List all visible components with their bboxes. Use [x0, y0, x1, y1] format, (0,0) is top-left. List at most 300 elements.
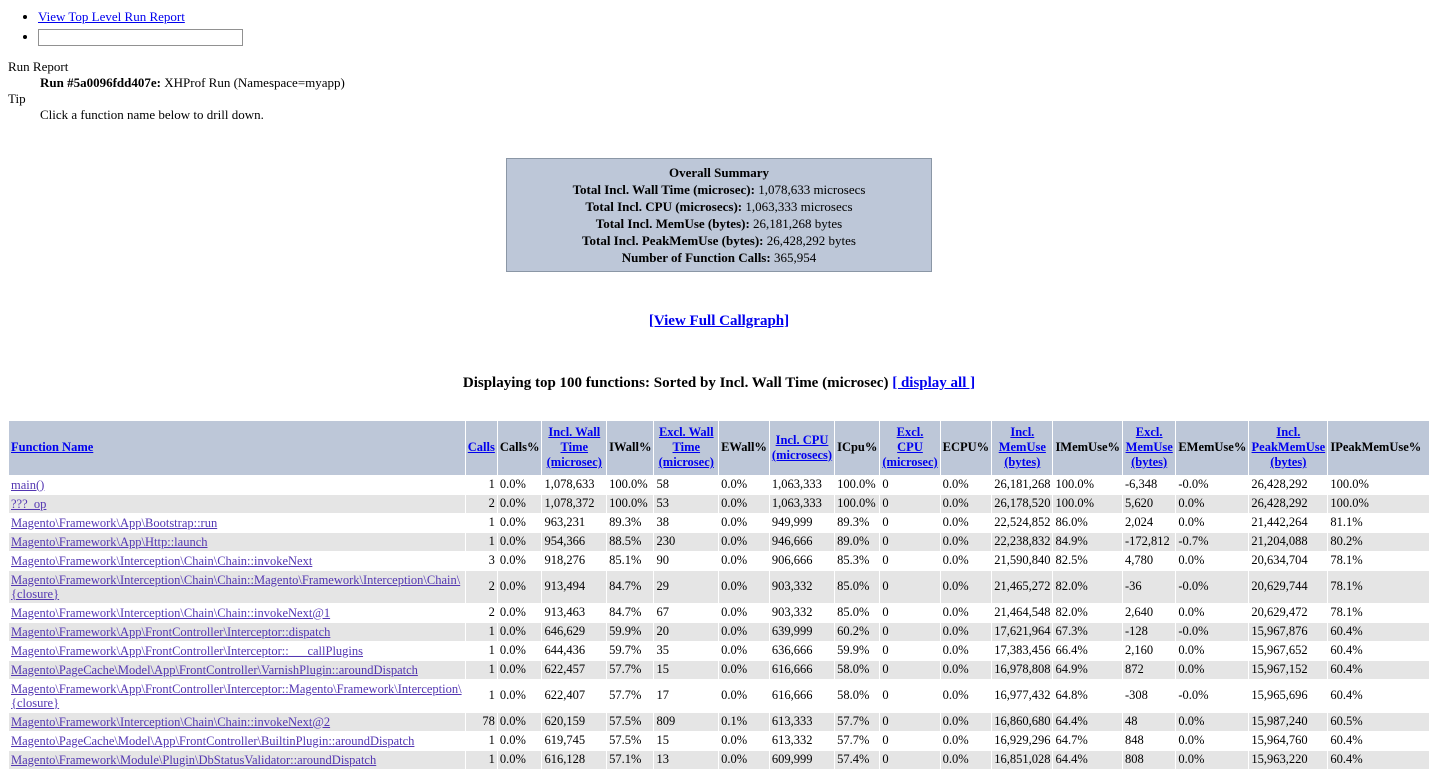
function-name-cell: [9, 623, 465, 641]
function-name-link[interactable]: Magento\Framework\App\FrontController\Interceptor::Magento\Framework\Interception\{closure}: [11, 681, 462, 710]
callgraph-line: [8, 313, 1430, 330]
function-row: [9, 495, 1429, 513]
stat-cell: 639,999: [770, 623, 834, 641]
function-row: [9, 604, 1429, 622]
stat-cell: 60.4%: [1328, 661, 1429, 679]
function-row: [9, 661, 1429, 679]
overall-summary-wrapper: [8, 158, 1430, 272]
stat-cell: 78.1%: [1330, 553, 1363, 567]
function-name-link[interactable]: Magento\PageCache\Model\App\FrontController\BuiltinPlugin::aroundDispatch: [11, 733, 415, 748]
stat-cell: 0.0%: [719, 495, 769, 513]
stat-cell: 0.0%: [499, 477, 526, 491]
stat-cell: 0.0%: [941, 623, 992, 641]
function-name-cell: [9, 680, 465, 712]
stat-cell: 913,494: [542, 571, 606, 603]
stat-cell: 15,967,152: [1249, 661, 1327, 679]
stat-cell: 0.0%: [721, 553, 748, 567]
stat-cell: 0: [882, 643, 889, 657]
function-name-cell: [9, 604, 465, 622]
column-header-incl-memuse-bytes: [992, 421, 1052, 475]
stat-cell: 0.0%: [942, 688, 969, 702]
stat-cell: 60.4%: [1328, 751, 1429, 769]
column-header-excl-wall-time-microsec: [654, 421, 718, 475]
top-nav-item: [38, 28, 1430, 46]
column-header-iwall: IWall%: [607, 421, 653, 475]
stat-cell: 0.0%: [942, 553, 969, 567]
stat-cell: 2: [488, 605, 495, 619]
stat-cell: 0: [880, 533, 939, 551]
stat-cell: 0.0%: [499, 605, 526, 619]
stat-cell: 21,590,840: [994, 553, 1051, 567]
functions-table-body: [9, 476, 1429, 769]
stat-cell: 13: [654, 751, 718, 769]
stat-cell: 16,851,028: [992, 751, 1052, 769]
functions-table: [8, 420, 1430, 770]
stat-cell: 0.0%: [1176, 751, 1248, 769]
function-name-link[interactable]: main(): [11, 477, 45, 492]
stat-cell: 100.0%: [609, 477, 648, 491]
stat-cell: 60.5%: [1328, 713, 1429, 731]
column-header-excl-cpu-microsec: [880, 421, 939, 475]
stat-cell: 85.0%: [835, 571, 879, 603]
stat-cell: 20: [654, 623, 718, 641]
summary-label: Number of Function Calls:: [621, 249, 771, 265]
function-name-cell: [9, 642, 465, 660]
function-name-cell: [9, 552, 465, 570]
stat-cell: 15,967,652: [1251, 643, 1308, 657]
stat-cell: 60.2%: [835, 623, 879, 641]
stat-cell: 64.4%: [1053, 751, 1122, 769]
stat-cell: 1: [466, 533, 497, 551]
function-name-cell: [9, 495, 465, 513]
functions-table-header-row: [9, 421, 1429, 475]
stat-cell: 0: [882, 553, 889, 567]
stat-cell: 58.0%: [835, 661, 879, 679]
function-row: [9, 514, 1429, 532]
stat-cell: 0.0%: [498, 495, 542, 513]
function-name-cell: [9, 476, 465, 494]
stat-cell: 57.5%: [609, 733, 642, 747]
stat-cell: 26,181,268: [994, 477, 1051, 491]
stat-cell: 1,063,333: [770, 495, 834, 513]
function-name-link[interactable]: Magento\PageCache\Model\App\FrontController\VarnishPlugin::aroundDispatch: [11, 662, 418, 677]
stat-cell: 0.0%: [941, 661, 992, 679]
stat-cell: -308: [1125, 688, 1148, 702]
stat-cell: 53: [654, 495, 718, 513]
display-all-link[interactable]: [ display all ]: [892, 374, 976, 391]
stat-cell: 848: [1125, 733, 1144, 747]
stat-cell: 16,860,680: [992, 713, 1052, 731]
stat-cell: 0: [882, 605, 889, 619]
stat-cell: -0.0%: [1178, 688, 1209, 702]
stat-cell: 0: [882, 477, 889, 491]
stat-cell: 644,436: [544, 643, 586, 657]
summary-row: [513, 249, 925, 266]
stat-cell: 89.3%: [837, 515, 870, 529]
stat-cell: 58.0%: [837, 688, 870, 702]
stat-cell: 0.1%: [719, 713, 769, 731]
stat-cell: 64.9%: [1053, 661, 1122, 679]
stat-cell: 946,666: [770, 533, 834, 551]
sort-link[interactable]: Excl. Wall Time (microsec): [658, 425, 714, 469]
summary-row: [513, 181, 925, 198]
stat-cell: 21,204,088: [1249, 533, 1327, 551]
stat-cell: 82.0%: [1055, 605, 1088, 619]
stat-cell: 4,780: [1125, 553, 1154, 567]
stat-cell: 15: [656, 733, 669, 747]
stat-cell: 57.1%: [607, 751, 653, 769]
column-header-excl-memuse-bytes: [1123, 421, 1175, 475]
stat-cell: 67: [656, 605, 669, 619]
sort-link[interactable]: Incl. PeakMemUse (bytes): [1251, 425, 1326, 469]
stat-cell: 0.0%: [942, 643, 969, 657]
stat-cell: 0.0%: [942, 515, 969, 529]
stat-cell: 84.9%: [1053, 533, 1122, 551]
stat-cell: 90: [656, 553, 669, 567]
stat-cell: 59.9%: [607, 623, 653, 641]
column-header-incl-cpu-microsecs: [770, 421, 834, 475]
stat-cell: 0.0%: [498, 751, 542, 769]
stat-cell: 0: [880, 495, 939, 513]
column-header-incl-wall-time-microsec: [542, 421, 606, 475]
function-row: [9, 552, 1429, 570]
stat-cell: 1: [488, 688, 495, 702]
stat-cell: 0.0%: [498, 533, 542, 551]
stat-cell: 0.0%: [941, 713, 992, 731]
stat-cell: 0.0%: [719, 751, 769, 769]
stat-cell: 230: [654, 533, 718, 551]
summary-row: [513, 232, 925, 249]
stat-cell: 1: [488, 733, 495, 747]
function-typeahead-input[interactable]: [38, 29, 243, 46]
column-header-ememuse: EMemUse%: [1176, 421, 1248, 475]
stat-cell: 0: [882, 515, 889, 529]
stat-cell: 0: [880, 623, 939, 641]
sort-link[interactable]: Incl. Wall Time (microsec): [546, 425, 602, 469]
function-name-cell: [9, 533, 465, 551]
stat-cell: 20,629,472: [1251, 605, 1308, 619]
run-description: XHProf Run (Namespace=myapp): [161, 74, 345, 90]
stat-cell: 15,964,760: [1251, 733, 1308, 747]
stat-cell: 0.0%: [721, 733, 748, 747]
stat-cell: -0.0%: [1178, 477, 1209, 491]
stat-cell: 57.4%: [835, 751, 879, 769]
stat-cell: 1,063,333: [771, 477, 822, 491]
stat-cell: 809: [654, 713, 718, 731]
column-header-icpu: ICpu%: [835, 421, 879, 475]
stat-cell: 85.3%: [837, 553, 870, 567]
stat-cell: 20,629,744: [1249, 571, 1327, 603]
stat-cell: 0.0%: [941, 751, 992, 769]
stat-cell: 0.0%: [1178, 515, 1205, 529]
stat-cell: 17: [656, 688, 669, 702]
stat-cell: 2,024: [1125, 515, 1154, 529]
stat-cell: -172,812: [1123, 533, 1175, 551]
stat-cell: 0.0%: [719, 623, 769, 641]
stat-cell: 57.7%: [837, 733, 870, 747]
stat-cell: 808: [1123, 751, 1175, 769]
column-header-function-name: [9, 421, 465, 475]
stat-cell: 64.7%: [1055, 733, 1088, 747]
summary-label: Total Incl. MemUse (bytes):: [595, 215, 750, 231]
stat-cell: 646,629: [542, 623, 606, 641]
stat-cell: 903,332: [771, 605, 813, 619]
sort-link[interactable]: Excl. CPU (microsec): [882, 425, 938, 469]
stat-cell: 57.5%: [607, 713, 653, 731]
stat-cell: 80.2%: [1328, 533, 1429, 551]
sort-link[interactable]: Calls: [467, 440, 495, 454]
stat-cell: 0.0%: [941, 533, 992, 551]
column-header-ewall: EWall%: [719, 421, 769, 475]
stat-cell: -36: [1123, 571, 1175, 603]
stat-cell: 903,332: [770, 571, 834, 603]
stat-cell: -0.0%: [1176, 571, 1248, 603]
stat-cell: 15,963,220: [1249, 751, 1327, 769]
stat-cell: 57.7%: [835, 713, 879, 731]
stat-cell: 16,978,808: [992, 661, 1052, 679]
functions-table-header: [9, 421, 1429, 475]
stat-cell: 85.1%: [609, 553, 642, 567]
stat-cell: 85.0%: [837, 605, 870, 619]
stat-cell: 60.4%: [1330, 733, 1363, 747]
stat-cell: 60.4%: [1330, 643, 1363, 657]
stat-cell: 86.0%: [1055, 515, 1088, 529]
stat-cell: 21,442,264: [1251, 515, 1308, 529]
stat-cell: 57.7%: [609, 688, 642, 702]
run-id: Run #5a0096fdd407e:: [40, 74, 161, 90]
stat-cell: 15,967,876: [1249, 623, 1327, 641]
function-row: [9, 623, 1429, 641]
function-name-cell: [9, 713, 465, 731]
stat-cell: 3: [488, 553, 495, 567]
stat-cell: 100.0%: [1330, 477, 1369, 491]
stat-cell: 1,078,633: [544, 477, 595, 491]
stat-cell: 1: [466, 751, 497, 769]
function-name-link[interactable]: Magento\Framework\Interception\Chain\Chain::invokeNext@1: [11, 605, 331, 620]
stat-cell: 0: [880, 713, 939, 731]
stat-cell: 78.1%: [1330, 605, 1363, 619]
stat-cell: 0.0%: [942, 477, 969, 491]
function-name-cell: [9, 661, 465, 679]
function-row: [9, 476, 1429, 494]
stat-cell: 0.0%: [721, 688, 748, 702]
stat-cell: 59.7%: [609, 643, 642, 657]
stat-cell: 620,159: [542, 713, 606, 731]
top-nav-item: [38, 8, 1430, 25]
stat-cell: 954,366: [542, 533, 606, 551]
stat-cell: 0.0%: [721, 477, 748, 491]
display-line: [8, 375, 1430, 392]
stat-cell: 15,965,696: [1251, 688, 1308, 702]
sort-link[interactable]: Incl. MemUse (bytes): [998, 425, 1046, 469]
stat-cell: 88.5%: [607, 533, 653, 551]
stat-cell: 1,078,372: [542, 495, 606, 513]
overall-summary-panel: [506, 158, 932, 272]
display-line-text: Displaying top 100 functions: Sorted by Incl. Wall Time (microsec): [462, 374, 893, 391]
stat-cell: 0.0%: [498, 661, 542, 679]
column-header-imemuse: IMemUse%: [1053, 421, 1122, 475]
function-name-link[interactable]: Magento\Framework\App\FrontController\Interceptor::dispatch: [11, 624, 331, 639]
function-row: [9, 571, 1429, 603]
stat-cell: 89.0%: [835, 533, 879, 551]
stat-cell: 0: [880, 571, 939, 603]
tip-text: Click a function name below to drill down.: [40, 106, 264, 122]
column-header-calls: [466, 421, 497, 475]
function-name-link[interactable]: Magento\Framework\Interception\Chain\Chain::invokeNext@2: [11, 714, 331, 729]
function-name-link[interactable]: Magento\Framework\App\FrontController\Interceptor::___callPlugins: [11, 643, 364, 658]
stat-cell: 613,333: [770, 713, 834, 731]
stat-cell: 82.5%: [1055, 553, 1088, 567]
stat-cell: 0.0%: [721, 605, 748, 619]
stat-cell: 2,640: [1125, 605, 1154, 619]
stat-cell: 0.0%: [1176, 713, 1248, 731]
summary-row: [513, 215, 925, 232]
stat-cell: 1: [488, 515, 495, 529]
function-name-link[interactable]: ???_op: [11, 496, 47, 511]
summary-value: 1,078,633 microsecs: [758, 181, 866, 197]
stat-cell: 84.7%: [609, 605, 642, 619]
stat-cell: 0.0%: [498, 571, 542, 603]
stat-cell: 26,178,520: [992, 495, 1052, 513]
stat-cell: 100.0%: [837, 477, 876, 491]
stat-cell: 0.0%: [499, 733, 526, 747]
stat-cell: 78: [466, 713, 497, 731]
stat-cell: -0.7%: [1176, 533, 1248, 551]
stat-cell: 66.4%: [1055, 643, 1088, 657]
stat-cell: 0.0%: [941, 571, 992, 603]
column-header-ipeakmemuse: IPeakMemUse%: [1328, 421, 1429, 475]
stat-cell: 0.0%: [942, 605, 969, 619]
sort-link[interactable]: Excl. MemUse (bytes): [1125, 425, 1173, 469]
stat-cell: 26,428,292: [1251, 477, 1308, 491]
stat-cell: 29: [654, 571, 718, 603]
column-header-incl-peakmemuse-bytes: [1249, 421, 1327, 475]
stat-cell: 84.7%: [607, 571, 653, 603]
stat-cell: 0.0%: [498, 713, 542, 731]
stat-cell: 26,428,292: [1249, 495, 1327, 513]
tip-label: Tip: [8, 90, 26, 106]
stat-cell: 0: [880, 751, 939, 769]
function-row: [9, 680, 1429, 712]
stat-cell: 15: [654, 661, 718, 679]
stat-cell: 48: [1123, 713, 1175, 731]
stat-cell: 963,231: [544, 515, 586, 529]
stat-cell: 64.4%: [1053, 713, 1122, 731]
view-full-callgraph-link[interactable]: [View Full Callgraph]: [648, 312, 790, 329]
function-row: [9, 533, 1429, 551]
stat-cell: 622,407: [544, 688, 586, 702]
stat-cell: 0.0%: [499, 515, 526, 529]
function-name-cell: [9, 571, 465, 603]
stat-cell: 17,383,456: [994, 643, 1051, 657]
stat-cell: -128: [1123, 623, 1175, 641]
stat-cell: -6,348: [1125, 477, 1158, 491]
stat-cell: 2,160: [1125, 643, 1154, 657]
stat-cell: 0.0%: [499, 553, 526, 567]
summary-value: 1,063,333 microsecs: [745, 198, 853, 214]
summary-value: 26,428,292 bytes: [766, 232, 856, 248]
stat-cell: 949,999: [771, 515, 813, 529]
sort-link[interactable]: Function Name: [11, 440, 94, 454]
run-report-definition-list: [8, 59, 1430, 123]
function-row: [9, 751, 1429, 769]
summary-value: 26,181,268 bytes: [753, 215, 843, 231]
stat-cell: 0.0%: [1178, 605, 1205, 619]
stat-cell: 64.8%: [1055, 688, 1088, 702]
function-name-link[interactable]: Magento\Framework\App\Bootstrap::run: [11, 515, 218, 530]
stat-cell: 619,745: [544, 733, 586, 747]
stat-cell: 0.0%: [1176, 661, 1248, 679]
column-header-calls: Calls%: [498, 421, 542, 475]
stat-cell: 5,620: [1123, 495, 1175, 513]
stat-cell: 16,977,432: [994, 688, 1051, 702]
stat-cell: 872: [1123, 661, 1175, 679]
summary-value: 365,954: [773, 249, 817, 265]
summary-label: Total Incl. CPU (microsecs):: [585, 198, 743, 214]
stat-cell: 58: [656, 477, 669, 491]
summary-title: Overall Summary: [668, 164, 769, 180]
stat-cell: 22,524,852: [994, 515, 1051, 529]
function-name-link[interactable]: Magento\Framework\Module\Plugin\DbStatusValidator::aroundDispatch: [11, 752, 377, 767]
stat-cell: 67.3%: [1053, 623, 1122, 641]
column-header-ecpu: ECPU%: [941, 421, 992, 475]
stat-cell: 0.0%: [1178, 643, 1205, 657]
stat-cell: 1: [488, 477, 495, 491]
run-report-value: [40, 75, 1430, 91]
summary-label: Total Incl. Wall Time (microsec):: [572, 181, 755, 197]
stat-cell: 15,987,240: [1249, 713, 1327, 731]
function-row: [9, 732, 1429, 750]
top-nav-list: [8, 8, 1430, 46]
stat-cell: 100.0%: [1328, 495, 1429, 513]
stat-cell: 0.0%: [941, 495, 992, 513]
stat-cell: 78.1%: [1328, 571, 1429, 603]
stat-cell: 622,457: [542, 661, 606, 679]
stat-cell: 100.0%: [1055, 477, 1094, 491]
function-name-link[interactable]: Magento\Framework\Interception\Chain\Chain::Magento\Framework\Interception\Chain\{closure}: [11, 572, 461, 601]
function-name-cell: [9, 751, 465, 769]
function-name-link[interactable]: Magento\Framework\App\Http::launch: [11, 534, 208, 549]
stat-cell: 906,666: [771, 553, 813, 567]
stat-cell: 35: [656, 643, 669, 657]
summary-label: Total Incl. PeakMemUse (bytes):: [582, 232, 764, 248]
function-name-cell: [9, 514, 465, 532]
stat-cell: 16,929,296: [994, 733, 1051, 747]
stat-cell: 918,276: [544, 553, 586, 567]
stat-cell: 2: [466, 571, 497, 603]
stat-cell: 100.0%: [835, 495, 879, 513]
stat-cell: 0.0%: [1178, 553, 1205, 567]
view-top-level-run-report-link[interactable]: View Top Level Run Report: [38, 9, 185, 24]
summary-row: [513, 198, 925, 215]
stat-cell: 0.0%: [499, 643, 526, 657]
stat-cell: 0.0%: [721, 643, 748, 657]
stat-cell: 60.4%: [1330, 688, 1363, 702]
run-report-label: Run Report: [8, 58, 69, 74]
stat-cell: 0.0%: [719, 533, 769, 551]
stat-cell: 1: [466, 623, 497, 641]
stat-cell: 100.0%: [1053, 495, 1122, 513]
stat-cell: 613,332: [771, 733, 813, 747]
stat-cell: 17,621,964: [992, 623, 1052, 641]
stat-cell: 89.3%: [609, 515, 642, 529]
stat-cell: 0: [882, 733, 889, 747]
sort-link[interactable]: Incl. CPU (microsecs): [771, 432, 833, 462]
stat-cell: 616,666: [770, 661, 834, 679]
function-name-link[interactable]: Magento\Framework\Interception\Chain\Chain::invokeNext: [11, 553, 313, 568]
stat-cell: 57.7%: [607, 661, 653, 679]
stat-cell: 913,463: [544, 605, 586, 619]
